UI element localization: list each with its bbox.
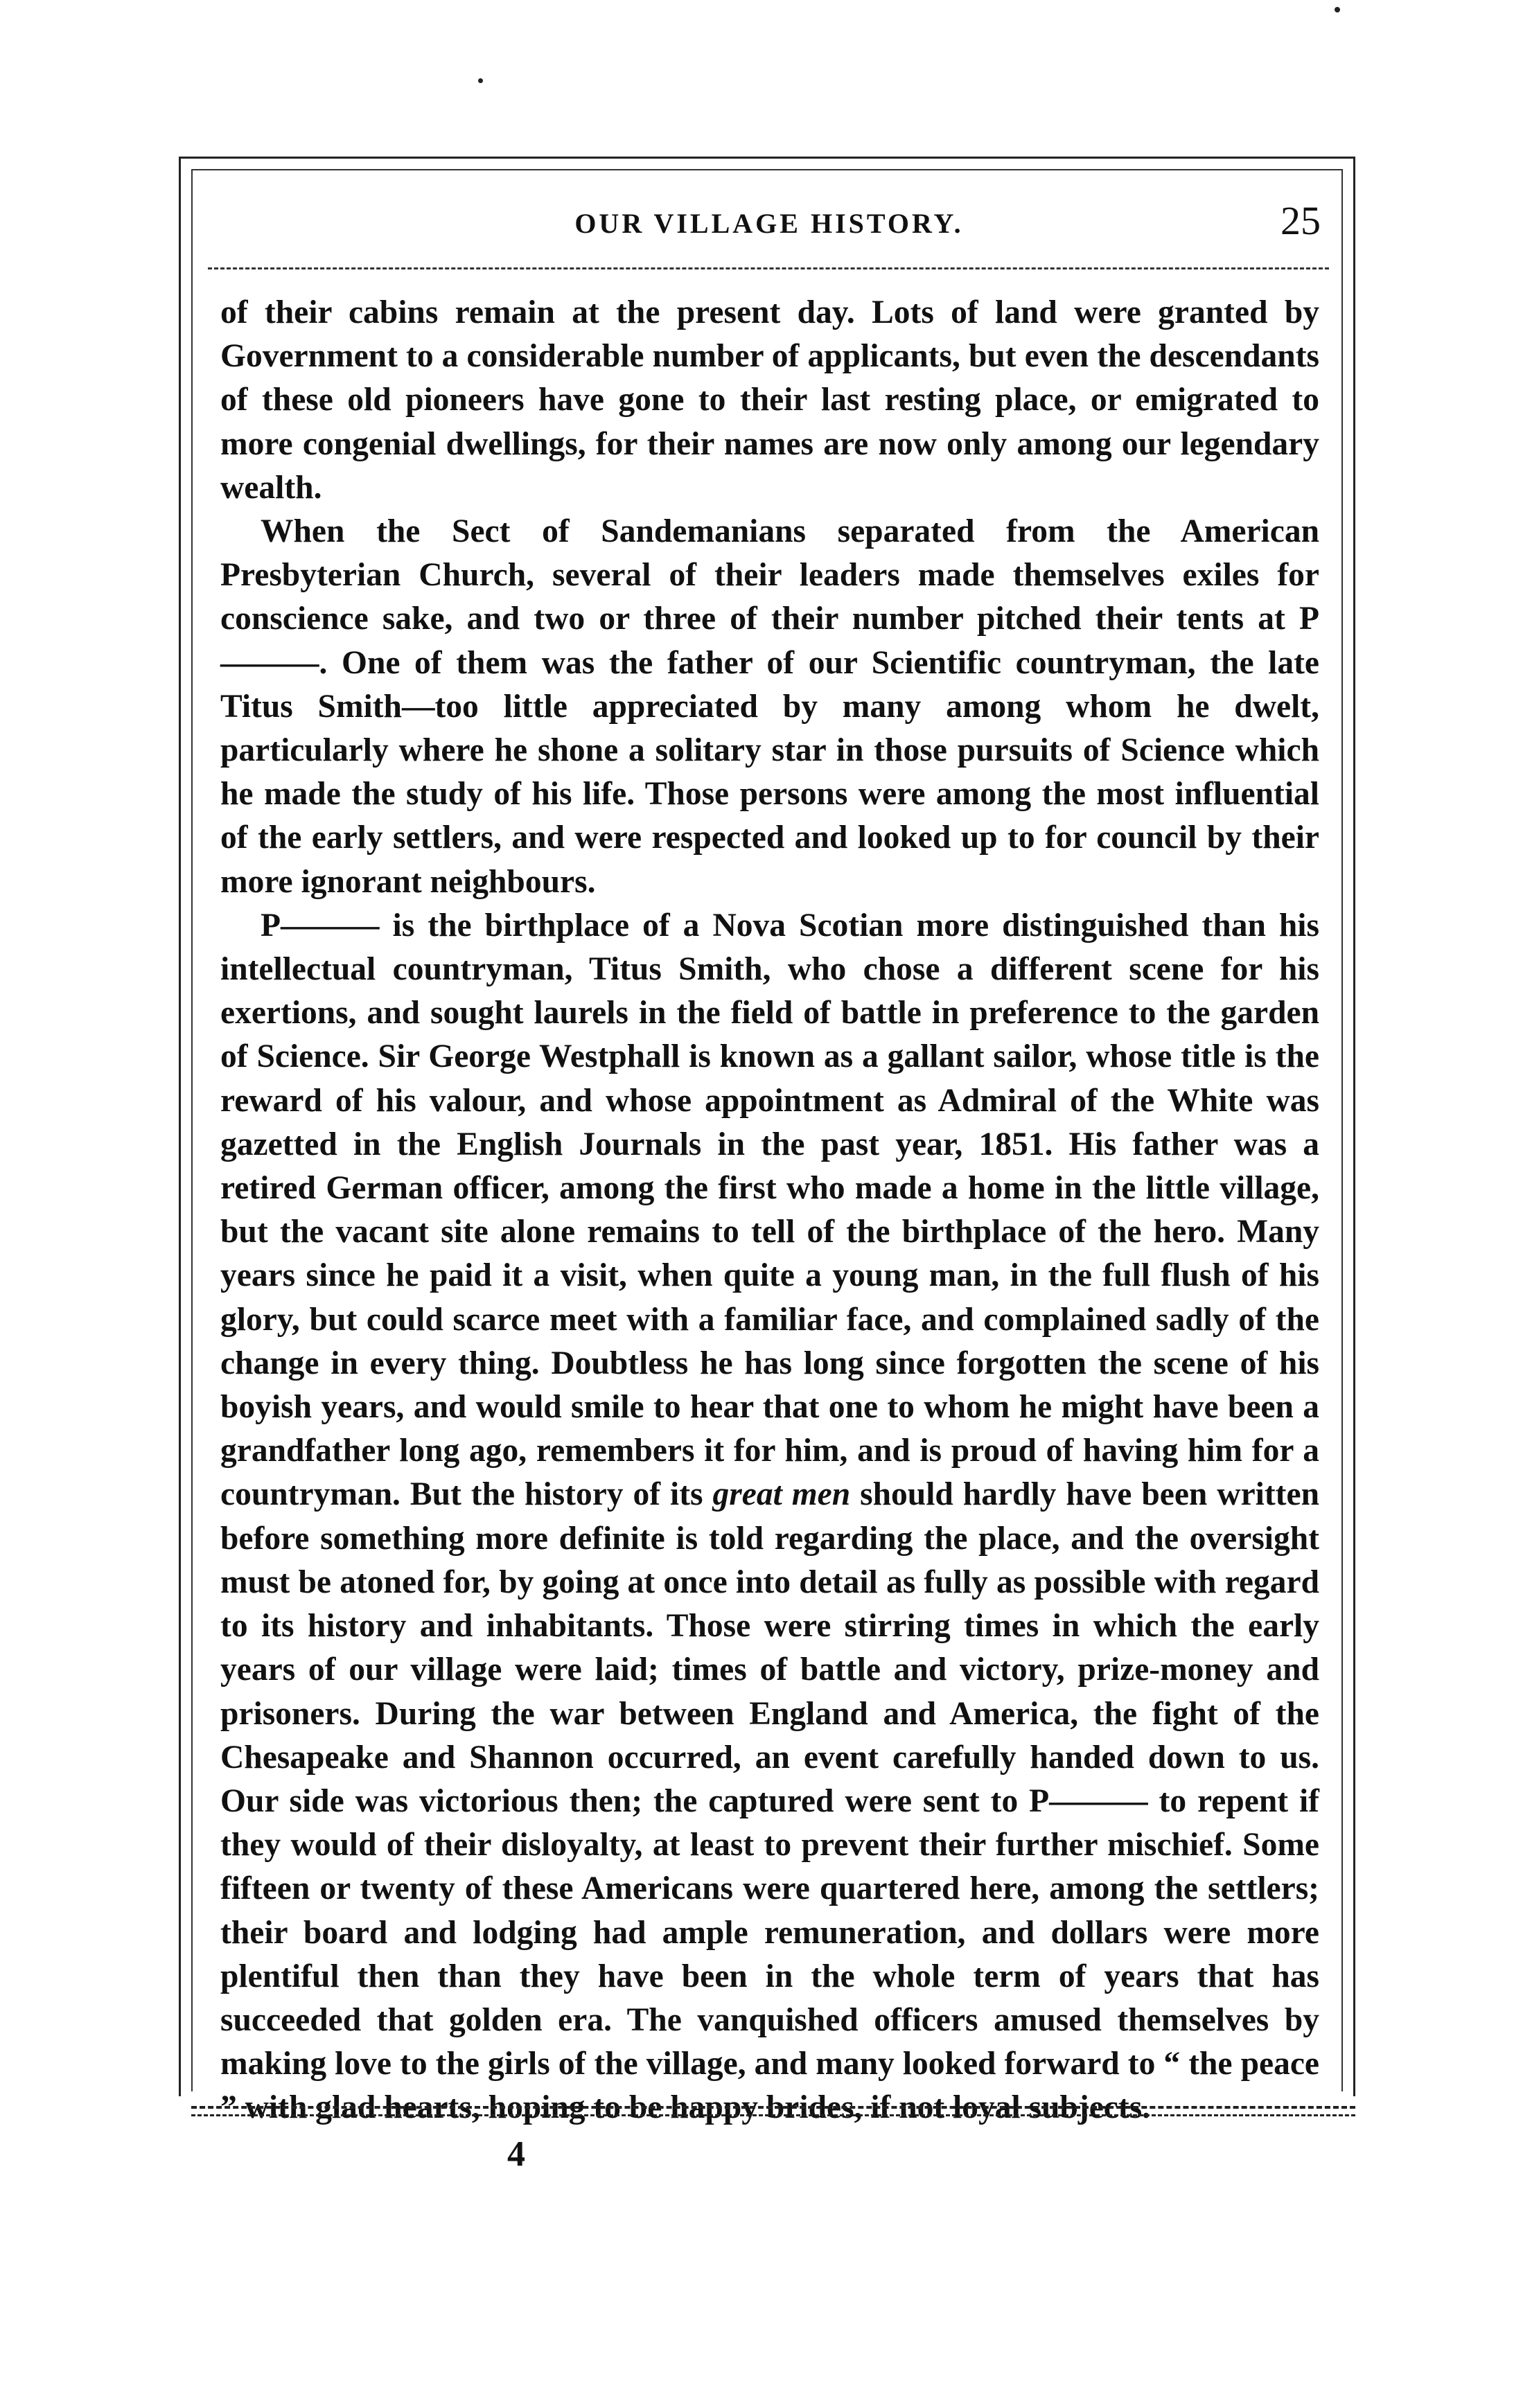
paragraph-westphall-continuation: should hardly have been written before something more definite is told regarding the place, and the oversight must be atoned for, by going at once into detail as fully as possible with regard to its history and inhabitants. Those were stirring times in which the early years of our village were laid; times of battle and victory, prize-money and prisoners. During the war between England and America, the fight of the Chesapeake and Shannon occurred, an event carefully handed down to us. Our side was victorious then; the captured were sent to P——— to repent if they would of their disloyalty, at least to prevent their further mischief. Some fifteen or twenty of these Americans were quartered here, among the settlers; their board and lodging had ample remuneration, and dollars were more plentiful then than they have been in the whole term of years that has succeeded that golden era. The vanquished officers amused themselves by making love to the girls of the village, and many looked forward to “ the peace ” with glad hearts, hoping to be happy brides, if not loyal subjects. bbox=[220, 1476, 1319, 2126]
paragraph-sandemanians: When the Sect of Sandemanians separated from the American Presbyterian Church, several of their leaders made themselves exiles for conscience sake, and two or three of their number pitched their tents at P———. One of them was the father of our Scientific countryman, the late Titus Smith—too little appreciated by many among whom he dwelt, particularly where he shone a solitary star in those pursuits of Science which he made the study of his life. Those persons were among the most influential of the early settlers, and were respected and looked up to for council by their more ignorant neighbours. bbox=[220, 513, 1319, 900]
italic-great-men: great men bbox=[712, 1476, 851, 1513]
paragraph-westphall-text: P——— is the birthplace of a Nova Scotian more distinguished than his intellectual countryman, Titus Smith, who chose a different scene for his exertions, and sought laurels in the field of battle in preference to the garden of Science. Sir George Westphall is known as a gallant sailor, whose title is the reward of his valour, and whose appointment as Admiral of the White was gazetted in the English Journals in the past year, 1851. His father was a retired German officer, among the first who made a home in the little village, but the vacant site alone remains to tell of the birthplace of the hero. Many years since he paid it a visit, when quite a young man, in the full flush of his glory, but could scarce meet with a familiar face, and complained sadly of the change in every thing. Doubtless he has long since forgotten the scene of his boyish years, and would smile to hear that one to whom he might have been a grandfather long ago, remembers it for him, and is proud of having him for a countryman. But the history of its bbox=[220, 907, 1319, 1513]
ink-speck bbox=[1335, 7, 1340, 12]
page-header bbox=[208, 197, 1330, 253]
bottom-rule bbox=[191, 2106, 1355, 2109]
paragraph-westphall bbox=[220, 904, 1319, 2130]
body-text bbox=[220, 291, 1319, 2130]
running-head: OUR VILLAGE HISTORY. bbox=[574, 208, 964, 239]
signature-mark: 4 bbox=[507, 2134, 525, 2174]
ink-speck bbox=[478, 78, 483, 83]
page-number: 25 bbox=[1280, 198, 1321, 243]
header-rule bbox=[208, 267, 1329, 269]
paragraph-continuation: of their cabins remain at the present day. Lots of land were granted by Government to a considerable number of applicants, but even the descendants of these old pioneers have gone to their last resting place, or emigrated to more congenial dwellings, for their names are now only among our legendary wealth. bbox=[220, 294, 1319, 506]
bottom-rule-second bbox=[191, 2114, 1355, 2116]
